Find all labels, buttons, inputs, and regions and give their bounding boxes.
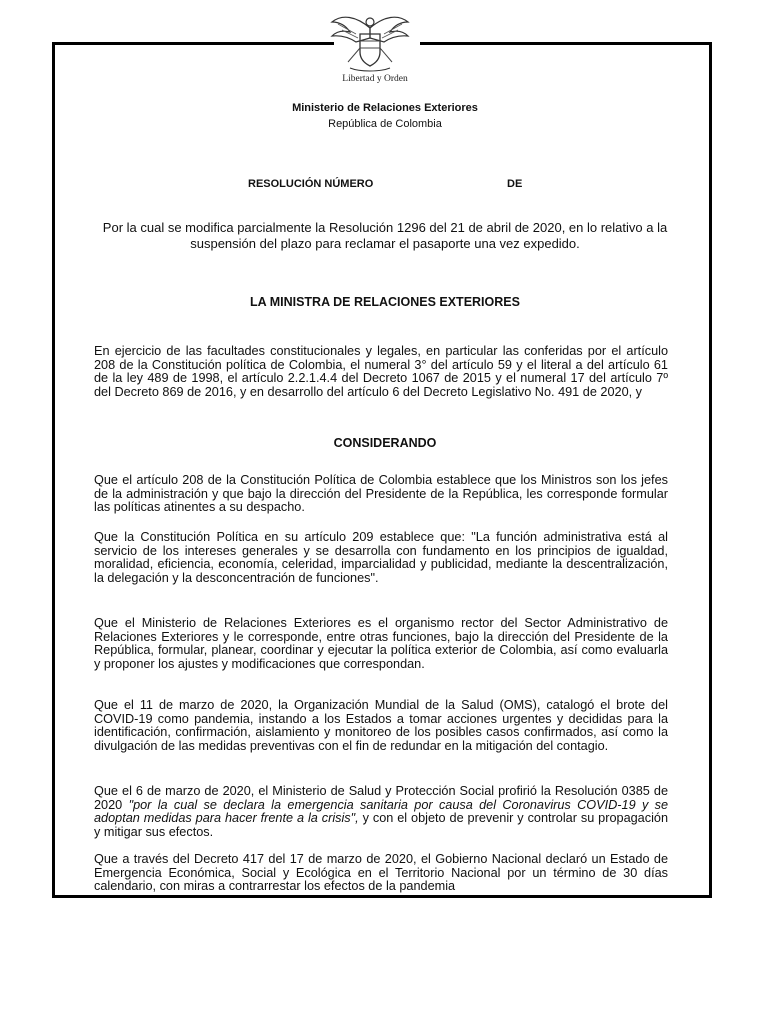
resolution-de-label: DE bbox=[507, 178, 523, 190]
considerando-paragraph-5 bbox=[94, 785, 668, 839]
page-border bbox=[52, 42, 712, 898]
considerando-paragraph-4: Que el 11 de marzo de 2020, la Organización Mundial de la Salud (OMS), catalogó el brote del COVID-19 como pandemia, instando a los Estados a tomar acciones urgentes y decididas para la identificación, confirmación, aislamiento y monitoreo de los posibles casos confirmados, así como la divulgación de las medidas preventivas con el fin de redundar en la mitigación del contagio. bbox=[94, 698, 668, 753]
ministry-name: Ministerio de Relaciones Exteriores bbox=[292, 102, 478, 114]
considerando-heading: CONSIDERANDO bbox=[333, 436, 437, 450]
republic-name: República de Colombia bbox=[328, 118, 442, 130]
p5-start: Que el 6 de marzo de 2020, el Ministerio de Salud y Protección Social profirió la Resolución 0385 de 2020 bbox=[94, 784, 668, 812]
resolution-subject: Por la cual se modifica parcialmente la Resolución 1296 del 21 de abril de 2020, en lo relativo a la suspensión del plazo para reclamar el pasaporte una vez expedido. bbox=[102, 220, 668, 251]
p5-italic-quote: "por la cual se declara la emergencia sanitaria por causa del Coronavirus COVID-19 y se adoptan medidas para hacer frente a la crisis", bbox=[94, 797, 669, 826]
p5-end: y con el objeto de prevenir y controlar su propagación y mitigar sus efectos. bbox=[94, 811, 669, 839]
authority-paragraph: En ejercicio de las facultades constitucionales y legales, en particular las conferidas por el artículo 208 de la Constitución política de Colombia, el numeral 3° del artículo 59 y el literal a del artículo 61 de la ley 489 de 1998, el artículo 2.2.1.4.4 del Decreto 1067 de 2015 y el numeral 17 del artículo 7º del Decreto 869 de 2016, y en desarrollo del artículo 6 del Decreto Legislativo No. 491 de 2020, y bbox=[94, 344, 668, 399]
crest-motto: Libertad y Orden bbox=[342, 74, 408, 84]
border-top-left bbox=[52, 42, 334, 45]
minister-title: LA MINISTRA DE RELACIONES EXTERIORES bbox=[250, 295, 520, 309]
considerando-paragraph-3: Que el Ministerio de Relaciones Exteriores es el organismo rector del Sector Administrativo de Relaciones Exteriores y le corresponde, entre otras funciones, bajo la dirección del Presidente de la República, formular, planear, coordinar y ejecutar la política exterior de Colombia, así como evaluarla y proponer los ajustes y modificaciones que correspondan. bbox=[94, 616, 668, 671]
border-top-right bbox=[420, 42, 712, 45]
resolution-number-label: RESOLUCIÓN NÚMERO bbox=[248, 178, 374, 190]
considerando-paragraph-6: Que a través del Decreto 417 del 17 de marzo de 2020, el Gobierno Nacional declaró un Estado de Emergencia Económica, Social y Ecológica en el Territorio Nacional por un término de 30 días calendario, con miras a contrarrestar los efectos de la pandemia bbox=[94, 852, 668, 894]
considerando-paragraph-1: Que el artículo 208 de la Constitución Política de Colombia establece que los Ministros son los jefes de la administración y que bajo la dirección del Presidente de la República, les corresponde formular las políticas atinentes a su despacho. bbox=[94, 473, 668, 515]
considerando-paragraph-2: Que la Constitución Política en su artículo 209 establece que: "La función administrativa está al servicio de los intereses generales y se desarrolla con fundamento en los principios de igualdad, moralidad, eficiencia, economía, celeridad, imparcialidad y publicidad, mediante la descentralización, la delegación y la desconcentración de funciones". bbox=[94, 530, 668, 585]
